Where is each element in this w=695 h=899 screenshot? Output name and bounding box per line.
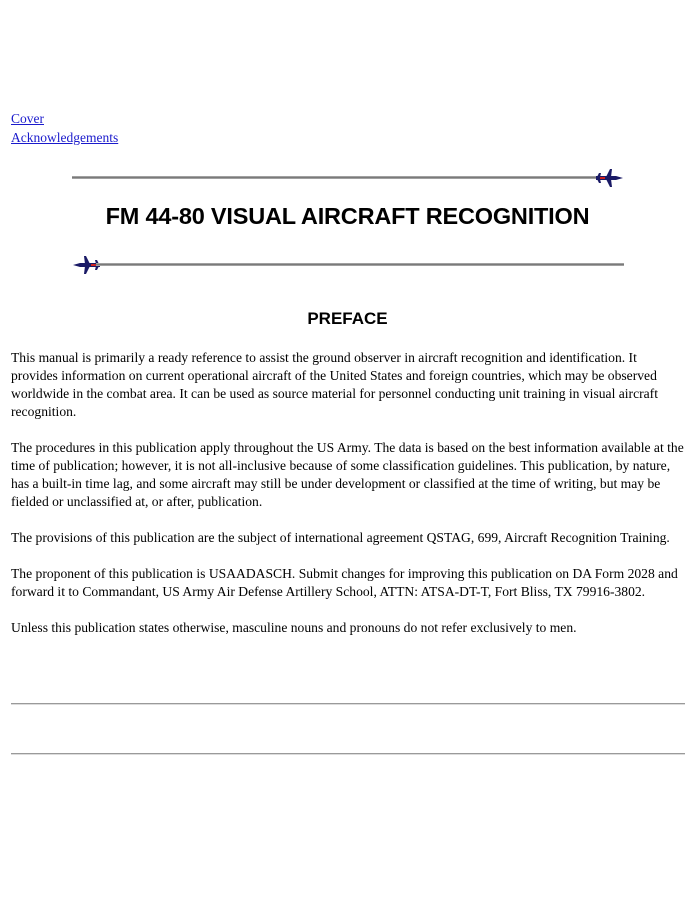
preface-body bbox=[11, 349, 686, 655]
bottom-divider bbox=[72, 255, 624, 275]
section-heading: PREFACE bbox=[307, 309, 388, 328]
nav-links bbox=[11, 109, 144, 147]
jet-icon-right bbox=[594, 168, 624, 188]
acknowledgements-link[interactable]: Acknowledgements bbox=[11, 130, 119, 145]
horizontal-rule bbox=[11, 703, 685, 705]
paragraph: The proponent of this publication is USAADASCH. Submit changes for improving this publication on DA Form 2028 and forward it to Commandant, US Army Air Defense Artillery School, ATTN: ATSA-DT-T, Fort Bliss, TX 79916-3802. bbox=[11, 566, 678, 599]
top-divider bbox=[72, 168, 624, 188]
paragraph: The provisions of this publication are the subject of international agreement QSTAG, 699, Aircraft Recognition Training. bbox=[11, 530, 670, 545]
paragraph: Unless this publication states otherwise, masculine nouns and pronouns do not refer exclusively to men. bbox=[11, 620, 577, 635]
paragraph: The procedures in this publication apply throughout the US Army. The data is based on the best information available at the time of publication; however, it is not all-inclusive because of some classification guidelines. This publication, by nature, has a built-in time lag, and some aircraft may still be under development or classified at the time of writing, but may be fielded or unclassified at, or after, publication. bbox=[11, 440, 684, 509]
divider-line bbox=[96, 263, 624, 266]
horizontal-rule bbox=[11, 753, 685, 755]
cover-link[interactable]: Cover bbox=[11, 111, 44, 126]
divider-line bbox=[72, 176, 602, 179]
page-title: FM 44-80 VISUAL AIRCRAFT RECOGNITION bbox=[105, 203, 590, 229]
paragraph: This manual is primarily a ready reference to assist the ground observer in aircraft recognition and identification. It provides information on current operational aircraft of the United States and foreign countries, which may be observed worldwide in the combat area. It can be used as source material for personnel conducting unit training in visual aircraft recognition. bbox=[11, 350, 658, 419]
